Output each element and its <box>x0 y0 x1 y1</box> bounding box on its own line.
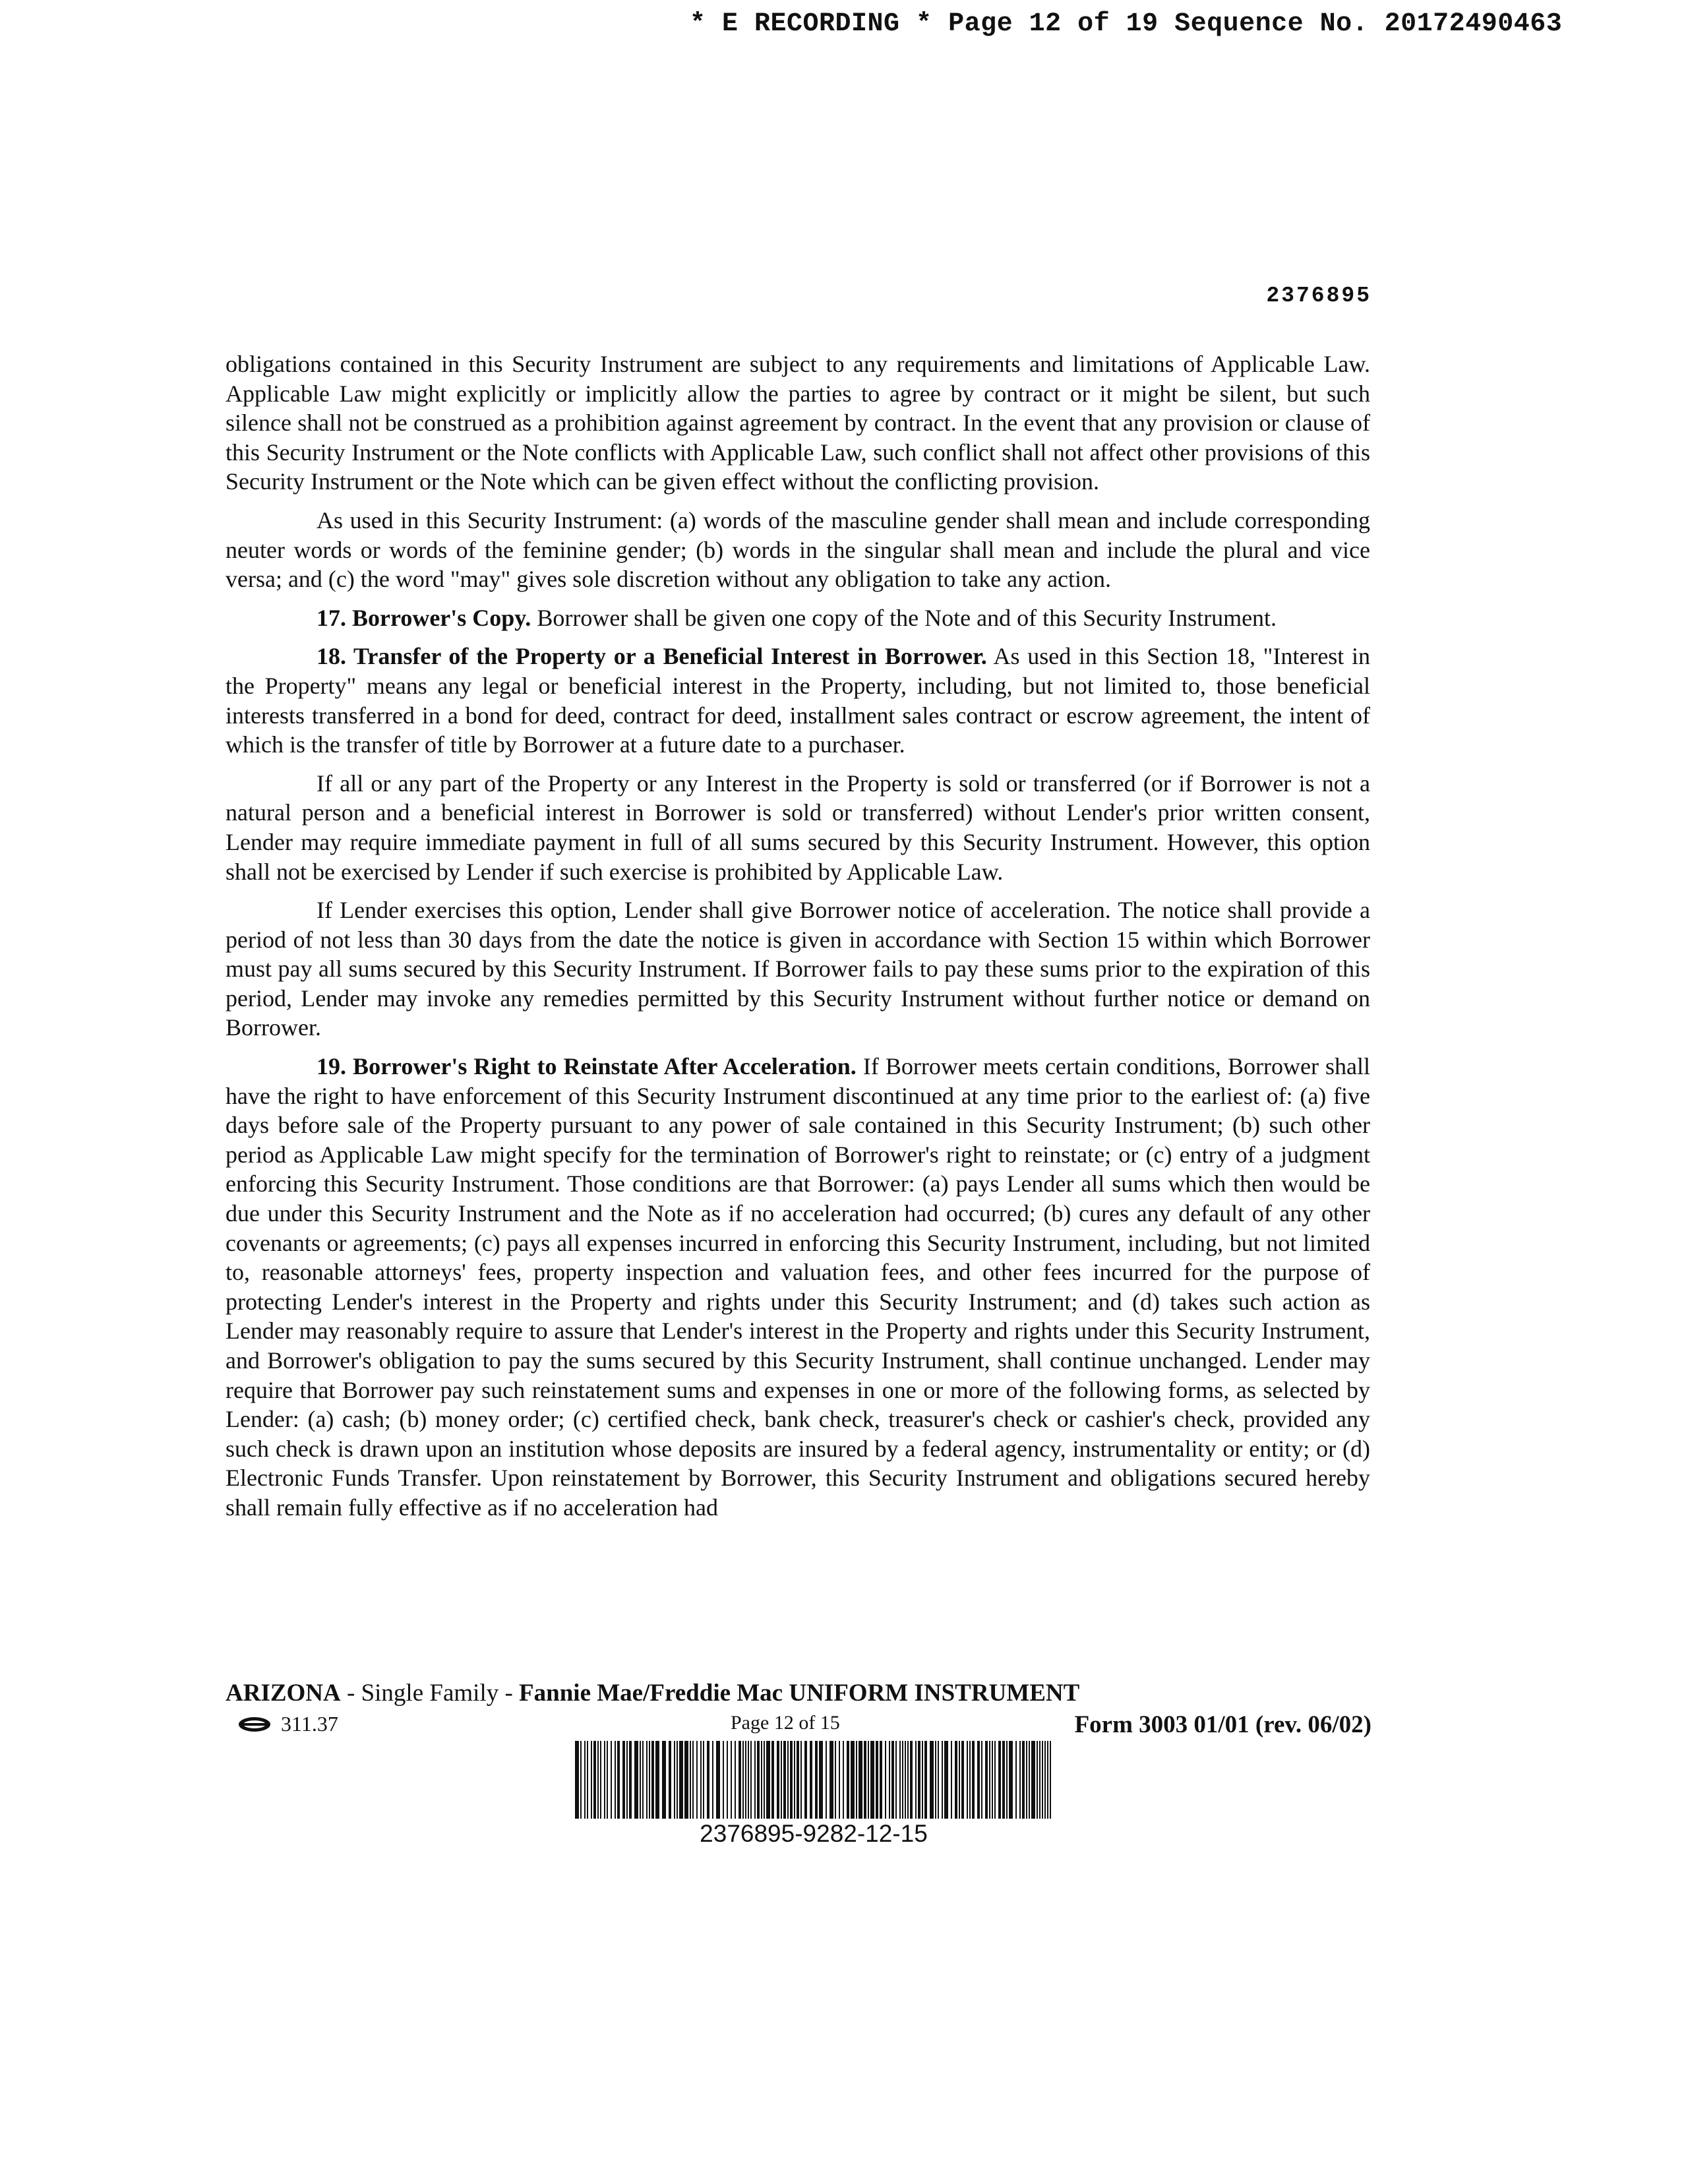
footer-instrument: Fannie Mae/Freddie Mac UNIFORM INSTRUMENT <box>519 1680 1080 1707</box>
barcode-bar <box>899 1741 901 1819</box>
barcode-bar <box>615 1741 616 1819</box>
barcode-bar <box>804 1741 807 1819</box>
barcode-bar <box>727 1741 728 1819</box>
barcode-bar <box>669 1741 671 1819</box>
barcode-number: 2376895-9282-12-15 <box>700 1820 928 1847</box>
barcode-bar <box>977 1741 980 1819</box>
barcode-bar <box>677 1741 678 1819</box>
barcode-bar <box>597 1741 599 1819</box>
barcode-bar <box>810 1741 812 1819</box>
barcode-bar <box>748 1741 749 1819</box>
document-body <box>226 349 1370 1532</box>
barcode-bar <box>750 1741 752 1819</box>
barcode-bar <box>1044 1741 1046 1819</box>
barcode-bar <box>622 1741 625 1819</box>
barcode-bar <box>959 1741 960 1819</box>
barcode-bar <box>955 1741 957 1819</box>
barcode-bar <box>942 1741 943 1819</box>
barcode-bar <box>690 1741 691 1819</box>
barcode-bar <box>930 1741 934 1819</box>
barcode-bar <box>800 1741 802 1819</box>
barcode-bar <box>757 1741 760 1819</box>
barcode-bar <box>783 1741 786 1819</box>
barcode-bar <box>794 1741 795 1819</box>
barcode-bar <box>889 1741 890 1819</box>
section-19 <box>226 1052 1370 1523</box>
barcode-bar <box>591 1741 592 1819</box>
footer-form-title <box>226 1679 1346 1707</box>
footer-page-of: Page 12 of 15 <box>731 1712 840 1734</box>
paragraph-applicable-law: obligations contained in this Security Instrument are subject to any requirements and limitations of Applicable Law. Applicable Law might explicitly or implicitly allow the parties to agree by contract or it might be silent, but such silence shall not be construed as a prohibition against agreement by contract. In the event that any provision or clause of this Security Instrument or the Note conflicts with Applicable Law, such conflict shall not affect other provisions of this Security Instrument or the Note which can be given effect without the conflicting provision. <box>226 351 1370 495</box>
barcode-bar <box>731 1741 732 1819</box>
barcode-bar <box>981 1741 982 1819</box>
barcode-bar <box>918 1741 920 1819</box>
barcode-bar <box>922 1741 923 1819</box>
barcode-bar <box>847 1741 849 1819</box>
barcode-bar <box>707 1741 709 1819</box>
barcode-bar <box>655 1741 659 1819</box>
barcode-bar <box>640 1741 641 1819</box>
footer-state: ARIZONA <box>226 1680 341 1707</box>
barcode-bar <box>992 1741 993 1819</box>
barcode-bar <box>764 1741 765 1819</box>
barcode-bar <box>766 1741 770 1819</box>
barcode-bar <box>969 1741 971 1819</box>
paragraph-gender-number: As used in this Security Instrument: (a) words of the masculine gender shall mean and include corresponding neuter words or words of the feminine gender; (b) words in the singular shall mean and include the plural and vice versa; and (c) the word "may" gives sole discretion without any obligation to take any action. <box>226 506 1370 593</box>
barcode-bar <box>868 1741 869 1819</box>
barcode-bar <box>679 1741 683 1819</box>
barcode-bar <box>829 1741 833 1819</box>
barcode-bar <box>915 1741 917 1819</box>
barcode-bar <box>649 1741 650 1819</box>
barcode-bar <box>951 1741 952 1819</box>
barcode-bar <box>972 1741 975 1819</box>
barcode-bar <box>1037 1741 1038 1819</box>
barcode-bar <box>885 1741 886 1819</box>
barcode-bar <box>761 1741 762 1819</box>
barcode-bar <box>1002 1741 1005 1819</box>
barcode-bar <box>1019 1741 1021 1819</box>
barcode-bar <box>604 1741 605 1819</box>
barcode-bar <box>826 1741 827 1819</box>
barcode-bar <box>696 1741 698 1819</box>
barcode-bar <box>839 1741 840 1819</box>
footer-form-code <box>237 1712 338 1736</box>
barcode-bar <box>967 1741 968 1819</box>
barcode-bar <box>876 1741 878 1819</box>
barcode-bar <box>771 1741 774 1819</box>
barcode-bar <box>843 1741 844 1819</box>
barcode-bar <box>1009 1741 1013 1819</box>
footer-info-row <box>237 1712 1372 1742</box>
barcode-bar <box>692 1741 694 1819</box>
paragraph-acceleration-notice: If Lender exercises this option, Lender shall give Borrower notice of acceleration. The notice shall provide a period of not less than 30 days from the date the notice is given in accordance with Section 15 within which Borrower must pay all sums secured by this Security Instrument. If Borrower fails to pay these sums prior to the expiration of this period, Lender may invoke any remedies permitted by this Security Instrument without further notice or demand on Borrower. <box>226 897 1370 1041</box>
barcode-bar <box>924 1741 927 1819</box>
barcode-bar <box>880 1741 882 1819</box>
barcode-bar <box>611 1741 612 1819</box>
barcode-bar <box>700 1741 702 1819</box>
barcode-bar <box>629 1741 632 1819</box>
barcode-bar <box>723 1741 724 1819</box>
barcode-bar <box>907 1741 909 1819</box>
barcode-bar <box>891 1741 894 1819</box>
barcode <box>572 1741 1055 1819</box>
barcode-bar <box>742 1741 744 1819</box>
barcode-bar <box>745 1741 746 1819</box>
barcode-bar <box>716 1741 720 1819</box>
form-code-number: 311.37 <box>281 1712 338 1736</box>
barcode-bar <box>587 1741 588 1819</box>
section-18-title: 18. Transfer of the Property or a Beneficial Interest in Borrower. <box>316 643 987 670</box>
barcode-bar <box>910 1741 913 1819</box>
barcode-bar <box>859 1741 862 1819</box>
barcode-bar <box>938 1741 939 1819</box>
barcode-bar <box>985 1741 988 1819</box>
section-19-title: 19. Borrower's Right to Reinstate After Acceleration. <box>316 1053 857 1080</box>
barcode-bar <box>674 1741 675 1819</box>
section-17-title: 17. Borrower's Copy. <box>316 604 531 631</box>
barcode-bar <box>1022 1741 1025 1819</box>
barcode-bar <box>600 1741 601 1819</box>
barcode-bar <box>935 1741 936 1819</box>
section-19-text: If Borrower meets certain conditions, Borrower shall have the right to have enforcement of this Security Instrument discontinued at any time prior to the earliest of: (a) five days before sale of the Property pursuant to any power of sale contained in this Security Instrument; (b) such other period as Applicable Law might specify for the termination of Borrower's right to reinstate; or (c) entry of a judgment enforcing this Security Instrument. Those conditions are that Borrower: (a) pays Lender all sums which then would be due under this Security Instrument and the Note as if no acceleration had occurred; (b) cures any default of any other covenants or agreements; (c) pays all expenses incurred in enforcing this Security Instrument, including, but not limited to, reasonable attorneys' fees, property inspection and valuation fees, and other fees incurred for the purpose of protecting Lender's interest in the Property and rights under this Security Instrument; and (d) takes such action as Lender may reasonably require to assure that Lender's interest in the Property and rights under this Security Instrument, and Borrower's obligation to pay the sums secured by this Security Instrument, shall continue unchanged. Lender may require that Borrower pay such reinstatement sums and expenses in one or more of the following forms, as selected by Lender: (a) cash; (b) money order; (c) certified check, bank check, treasurer's check or cashier's check, provided any such check is drawn upon an institution whose deposits are insured by a federal agency, instrumentality or entity; or (d) Electronic Funds Transfer. Upon reinstatement by Borrower, this Security Instrument and obligations secured hereby shall remain fully effective as if no acceleration had <box>226 1053 1370 1521</box>
barcode-bar <box>642 1741 644 1819</box>
barcode-bar <box>819 1741 823 1819</box>
barcode-bar <box>617 1741 620 1819</box>
barcode-bar <box>646 1741 648 1819</box>
barcode-bar <box>815 1741 818 1819</box>
barcode-bar <box>712 1741 713 1819</box>
barcode-bar <box>905 1741 906 1819</box>
barcode-bar <box>1015 1741 1017 1819</box>
barcode-bar <box>738 1741 741 1819</box>
barcode-bar <box>998 1741 1001 1819</box>
barcode-bar <box>1031 1741 1035 1819</box>
section-18-text: As used in this Section 18, "Interest in the Property" means any legal or beneficial interest in the Property, including, but not limited to, those beneficial interests transferred in a bond for deed, contract for deed, installment sales contract or escrow agreement, the intent of which is the transfer of title by Borrower at a future date to a purchaser. <box>226 643 1371 758</box>
barcode-bar <box>961 1741 964 1819</box>
barcode-bar <box>777 1741 779 1819</box>
loan-number: 2376895 <box>1266 284 1372 308</box>
barcode-bar <box>864 1741 866 1819</box>
barcode-bar <box>575 1741 579 1819</box>
barcode-bar <box>651 1741 654 1819</box>
barcode-bar <box>870 1741 874 1819</box>
barcode-bar <box>607 1741 608 1819</box>
barcode-bar <box>1047 1741 1048 1819</box>
section-17-text: Borrower shall be given one copy of the Note and of this Security Instrument. <box>531 604 1277 631</box>
section-18 <box>226 642 1370 759</box>
barcode-bar <box>797 1741 799 1819</box>
footer-separator: - Single Family - <box>340 1680 520 1707</box>
barcode-bar <box>856 1741 857 1819</box>
barcode-bar <box>902 1741 903 1819</box>
barcode-bar <box>895 1741 897 1819</box>
barcode-bar <box>1039 1741 1040 1819</box>
barcode-bar <box>787 1741 789 1819</box>
barcode-bar <box>1042 1741 1043 1819</box>
footer-form-number: Form 3003 01/01 (rev. 06/02) <box>1074 1711 1372 1738</box>
barcode-bar <box>1029 1741 1030 1819</box>
barcode-bar <box>580 1741 582 1819</box>
barcode-bar <box>754 1741 756 1819</box>
barcode-bar <box>1006 1741 1008 1819</box>
paragraph-property-transfer: If all or any part of the Property or any Interest in the Property is sold or transferred (or if Borrower is not a natural person and a beneficial interest in Borrower is sold or transferred) without Lender's prior written consent, Lender may require immediate payment in full of all sums secured by this Security Instrument. However, this option shall not be exercised by Lender if such exercise is prohibited by Applicable Law. <box>226 770 1370 885</box>
barcode-bar <box>989 1741 990 1819</box>
barcode-bar <box>703 1741 704 1819</box>
barcode-bar <box>1050 1741 1051 1819</box>
barcode-bar <box>944 1741 948 1819</box>
section-17 <box>226 603 1370 633</box>
barcode-bar <box>593 1741 596 1819</box>
barcode-bar <box>835 1741 836 1819</box>
barcode-bar <box>781 1741 782 1819</box>
recording-header: * E RECORDING * Page 12 of 19 Sequence No. 20172490463 <box>690 9 1563 39</box>
barcode-bar <box>994 1741 996 1819</box>
barcode-bar <box>662 1741 666 1819</box>
barcode-bar <box>634 1741 638 1819</box>
barcode-bar <box>1026 1741 1027 1819</box>
form-logo-icon <box>237 1715 272 1734</box>
barcode-bar <box>626 1741 628 1819</box>
barcode-bar <box>735 1741 736 1819</box>
barcode-bar <box>790 1741 793 1819</box>
barcode-bar <box>851 1741 855 1819</box>
barcode-bar <box>584 1741 586 1819</box>
barcode-bar <box>684 1741 688 1819</box>
